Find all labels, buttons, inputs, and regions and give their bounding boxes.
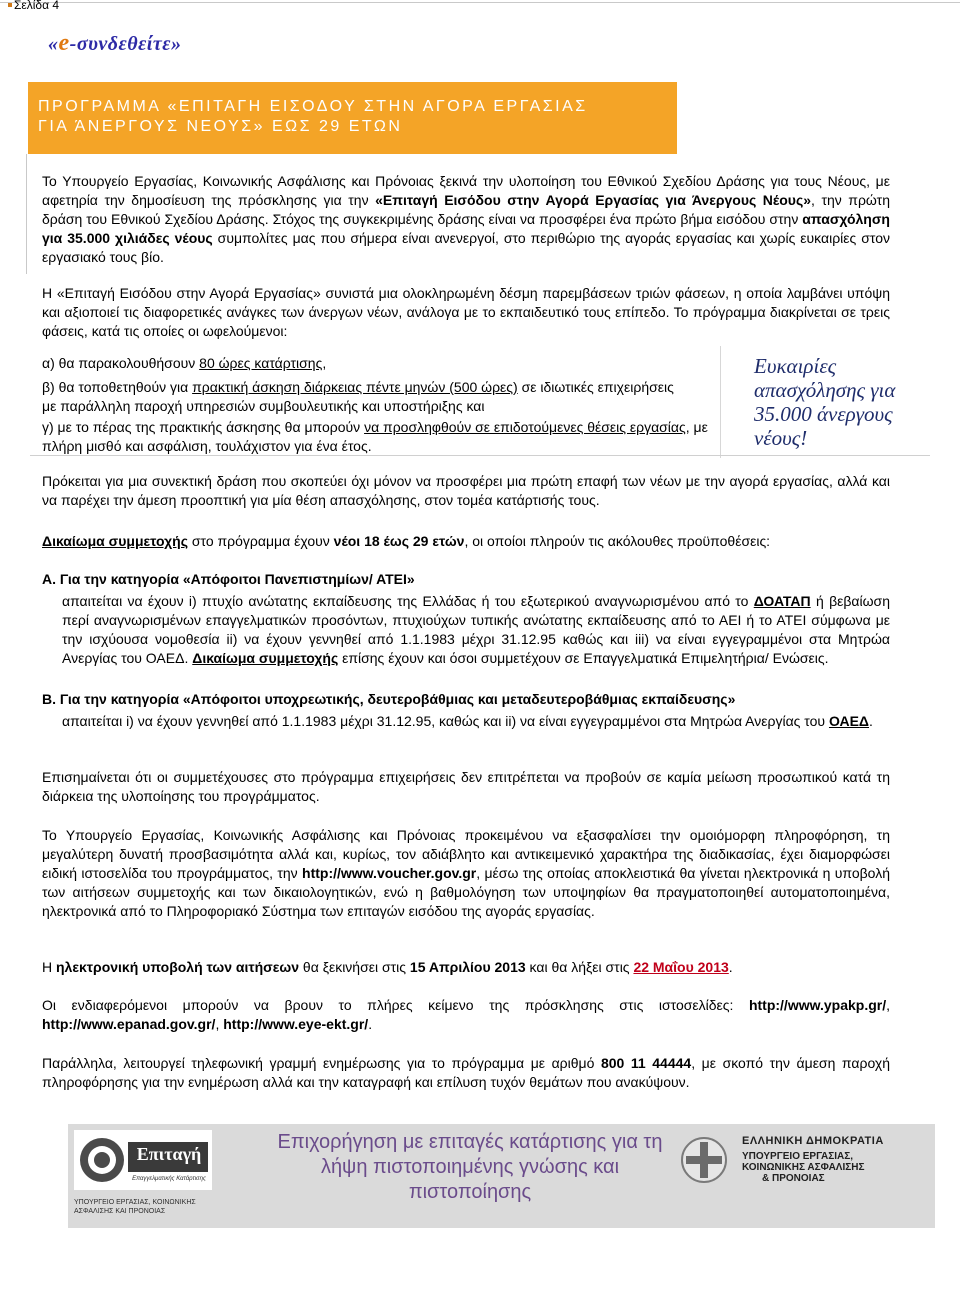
intro-text-3: συμπολίτες μας που σήμερα είναι ανενεργοί, στο περιθώριο της αγοράς εργασίας και χωρίς ευκαιρίες στον εργασιακό τους βίο. xyxy=(42,230,890,265)
eligibility-text-1: στο πρόγραμμα έχουν xyxy=(187,533,334,549)
category-b-oaed: ΟΑΕΔ xyxy=(828,713,869,729)
category-b-text-1: απαιτείται i) να έχουν γεννηθεί από 1.1.1983 μέχρι 31.12.95, καθώς και ii) να είναι εγγεγραμμένοι στα Μητρώα Ανεργίας του xyxy=(62,713,829,729)
section-left-rule xyxy=(26,154,27,274)
epitagi-logo-subtitle: Επαγγελματικής Κατάρτισης xyxy=(132,1176,206,1182)
page-label: Σελίδα 4 xyxy=(14,0,60,12)
sidebox-text: Ευκαιρίες απασχόλησης για 35.000 άνεργους νέους! xyxy=(754,354,896,450)
epitagi-logo xyxy=(72,1128,214,1228)
top-rule xyxy=(0,2,960,3)
newsletter-logo xyxy=(48,30,181,57)
greek-emblem-icon xyxy=(676,1132,732,1188)
epitagi-logo-ministry: ΥΠΟΥΡΓΕΙΟ ΕΡΓΑΣΙΑΣ, ΚΟΙΝΩΝΙΚΗΣ ΑΣΦΑΛΙΣΗΣ ΚΑΙ ΠΡΟΝΟΙΑΣ xyxy=(74,1199,196,1215)
websites-sep-1: , xyxy=(886,997,890,1013)
logo-quote-open: « xyxy=(48,33,59,55)
phase-g xyxy=(42,418,712,456)
phase-a-hours: 80 ώρες κατάρτισης xyxy=(199,355,323,371)
category-a-title: Α. Για την κατηγορία «Απόφοιτοι Πανεπιστημίων/ ΑΤΕΙ» xyxy=(42,571,415,587)
page-marker xyxy=(8,3,12,7)
helpline-text-1: Παράλληλα, λειτουργεί τηλεφωνική γραμμή ενημέρωσης για το πρόγραμμα με αριθμό xyxy=(42,1055,601,1071)
logo-text: -συνδεθείτε» xyxy=(69,33,182,55)
banner-title-line-2: ΓΙΑ ΆΝΕΡΓΟΥΣ ΝΕΟΥΣ» ΕΩΣ 29 ΕΤΩΝ xyxy=(38,118,403,135)
banner-title-line-1: ΠΡΟΓΡΑΜΜΑ «ΕΠΙΤΑΓΗ ΕΙΣΟΔΟΥ ΣΤΗΝ ΑΓΟΡΑ ΕΡΓΑΣΙΑΣ xyxy=(38,98,588,115)
category-a-text-2: ή βεβαίωση περί αναγνωρισμένων επαγγελματικών προσόντων, πτυχιούχων τυπικής ανώτατης εκπαίδευσης από το ΑΕΙ ή το ΑΤΕΙ σύμφωνα με την ισχύουσα νομοθεσία ii) να έχουν γεννηθεί από 1.1.1983 μέχρι 31.12.95 καθώς και iii) να είναι εγγεγραμμένοι στα Μητρώα Ανεργίας του ΟΑΕΔ. xyxy=(62,593,890,666)
category-a-text-1: απαιτείται να έχουν i) πτυχίο ανώτατης εκπαίδευσης της Ελλάδας ή του εξωτερικού αναγνωρισμένου από το xyxy=(62,593,754,609)
phase-b-text: β) θα τοποθετηθούν για xyxy=(42,379,193,395)
sidebox-bottom-rule xyxy=(30,455,930,456)
category-b-text-2: . xyxy=(869,713,873,729)
helpline-paragraph xyxy=(42,1054,890,1092)
submission-dates xyxy=(42,958,890,977)
voucher-link[interactable]: http://www.voucher.gov.gr xyxy=(302,865,477,881)
websites-text-1: Οι ενδιαφερόμενοι μπορούν να βρουν το πλήρες κείμενο της πρόσκλησης στις ιστοσελίδες: xyxy=(42,997,749,1013)
intro-paragraph xyxy=(42,172,890,267)
eligibility-age: νέοι 18 έως 29 ετών xyxy=(333,533,465,549)
phase-a-text: α) θα παρακολουθήσουν xyxy=(42,355,200,371)
intro-target: απασχόληση για 35.000 χιλιάδες νέους xyxy=(42,211,890,246)
phase-b xyxy=(42,378,682,416)
eligibility-text-2: , οι οποίοι πληρούν τις ακόλουθες προϋποθέσεις: xyxy=(464,533,771,549)
phase-a-end: , xyxy=(322,355,327,371)
intro-text-2: , την πρώτη δράση του Εθνικού Σχεδίου Δράσης. Στόχος της συγκεκριμένης δράσης είναι να προσφέρει ένα πρώτο βήμα εισόδου στην xyxy=(42,192,890,227)
start-date: 15 Απριλίου 2013 xyxy=(409,959,526,975)
epanad-link[interactable]: http://www.epanad.gov.gr/ xyxy=(42,1016,216,1032)
eligibility-label: Δικαίωμα συμμετοχής xyxy=(42,533,188,549)
program-description: Η «Επιταγή Εισόδου στην Αγορά Εργασίας» συνιστά μια ολοκληρωμένη δέσμη παρεμβάσεων τριών φάσεων, η οποία λαμβάνει υπόψη και αξιοποιεί τις διαφορετικές ανάγκες των άνεργων νέων, ανάλογα με το εκπαιδευτικό τους επίπεδο. Το πρόγραμμα διακρίνεται σε τρεις φάσεις, κατά τις οποίες οι ωφελούμενοι: xyxy=(42,285,890,339)
phase-b-end: σε ιδιωτικές επιχειρήσεις με παράλληλη παροχή υπηρεσιών συμβουλευτικής και υποστήριξης και xyxy=(42,379,674,414)
submission-text-2: θα ξεκινήσει στις xyxy=(299,959,410,975)
websites-sep-2: , xyxy=(215,1016,224,1032)
eye-ekt-link[interactable]: http://www.eye-ekt.gr/ xyxy=(223,1016,369,1032)
ministry-text-block xyxy=(742,1136,932,1184)
intro-program-name: «Επιταγή Εισόδου στην Αγορά Εργασίας για Άνεργους Νέους» xyxy=(375,192,812,208)
ministry-text-1: Το Υπουργείο Εργασίας, Κοινωνικής Ασφάλισης και Πρόνοιας προκειμένου να εξασφαλίσει την ομοιόμορφη πληροφόρηση, τη μεγαλύτερη δυνατή προσβασιμότητα αλλά και, κυρίως, τον αδιάβλητο και αντικειμενικό χαρακτήρα της διαδικασίας, έχει διαμορφώσει ειδική ιστοσελίδα του προγράμματος, την xyxy=(42,827,890,881)
banner-title xyxy=(38,97,658,137)
category-a-right-label: Δικαίωμα συμμετοχής xyxy=(192,650,339,666)
ministry-emblem-block xyxy=(676,1130,936,1214)
eligibility-line xyxy=(42,532,890,551)
phase-g-hiring: να προσληφθούν σε επιδοτούμενες θέσεις εργασίας xyxy=(364,419,686,435)
phase-g-text: γ) με το πέρας της πρακτικής άσκησης θα μπορούν xyxy=(42,419,365,435)
ministry-line-4: & ΠΡΟΝΟΙΑΣ xyxy=(762,1173,825,1184)
staff-reduction-note: Επισημαίνεται ότι οι συμμετέχουσες στο πρόγραμμα επιχειρήσεις δεν επιτρέπεται να προβούν σε καμία μείωση προσωπικού κατά τη διάρκεια της υλοποίησης του προγράμματος. xyxy=(42,769,890,804)
category-a-text xyxy=(62,592,890,668)
logo-e-mark: e xyxy=(58,30,70,56)
helpline-text-2: , με σκοπό την άμεση παροχή πληροφόρησης για την ενημέρωση αλλά και την καταγραφή και επίλυση τυχόν θεμάτων που ανακύψουν. xyxy=(42,1055,890,1090)
end-date: 22 Μαΐου 2013 xyxy=(633,959,729,975)
ministry-website-paragraph xyxy=(42,826,890,921)
phase-g-end: , με πλήρη μισθό και ασφάλιση, τουλάχιστον για ένα έτος. xyxy=(42,419,708,454)
phase-b-duration: πρακτική άσκηση διάρκειας πέντε μηνών (500 ώρες) xyxy=(192,379,518,395)
action-summary: Πρόκειται για μια συνεκτική δράση που σκοπεύει όχι μόνον να προσφέρει μια πρώτη επαφή των νέων με την αγορά εργασίας, αλλά και να παρέχει την άμεση προοπτική για μία θέση απασχόλησης, στον τομέα κατάρτισής τους. xyxy=(42,473,890,508)
ministry-line-2: ΥΠΟΥΡΓΕΙΟ ΕΡΓΑΣΙΑΣ, xyxy=(742,1151,854,1162)
ministry-republic: ΕΛΛΗΝΙΚΗ ΔΗΜΟΚΡΑΤΙΑ xyxy=(742,1135,884,1147)
category-b-text xyxy=(62,712,890,731)
websites-paragraph xyxy=(42,996,890,1034)
websites-end: . xyxy=(368,1016,373,1032)
submission-text-4: . xyxy=(728,959,733,975)
intro-text-1: Το Υπουργείο Εργασίας, Κοινωνικής Ασφάλισης και Πρόνοιας ξεκινά την υλοποίηση του Εθνικού Σχεδίου Δράσης για τους Νέους, με αφετηρία την δημοσίευση της πρόσκλησης για την xyxy=(42,173,890,208)
ypakp-link[interactable]: http://www.ypakp.gr/ xyxy=(748,997,887,1013)
submission-text-1: Η xyxy=(42,959,56,975)
epitagi-logo-title: Επιταγή xyxy=(136,1144,202,1164)
submission-label: ηλεκτρονική υποβολή των αιτήσεων xyxy=(56,959,300,975)
helpline-number: 800 11 44444 xyxy=(600,1055,692,1071)
ministry-text-2: , μέσω της οποίας αποκλειστικά θα γίνεται ηλεκτρονικά η υποβολή των αιτήσεων συμμετοχής και των δικαιολογητικών, ενώ η βαθμολόγηση των υποψηφίων θα πραγματοποιηθεί αυτοματοποιημένα, ηλεκτρονικά από το Πληροφοριακό Σύστημα των επιταγών εισόδου της αγοράς εργασίας. xyxy=(42,865,890,919)
category-a-doatap: ΔΟΑΤΑΠ xyxy=(753,593,811,609)
category-b-title: Β. Για την κατηγορία «Απόφοιτοι υποχρεωτικής, δευτεροβάθμιας και μεταδευτεροβάθμιας εκπαίδευσης» xyxy=(42,691,736,707)
ministry-line-3: ΚΟΙΝΩΝΙΚΗΣ ΑΣΦΑΛΙΣΗΣ xyxy=(742,1162,865,1173)
submission-text-3: και θα λήξει στις xyxy=(525,959,634,975)
category-a-text-3: επίσης έχουν και όσοι συμμετέχουν σε Επαγγελματικά Επιμελητήρια/ Ενώσεις. xyxy=(338,650,829,666)
phase-a xyxy=(42,354,682,373)
footer-slogan: Επιχορήγηση με επιταγές κατάρτισης για τη λήψη πιστοποιημένης γνώσης και πιστοποίησης xyxy=(277,1131,663,1203)
